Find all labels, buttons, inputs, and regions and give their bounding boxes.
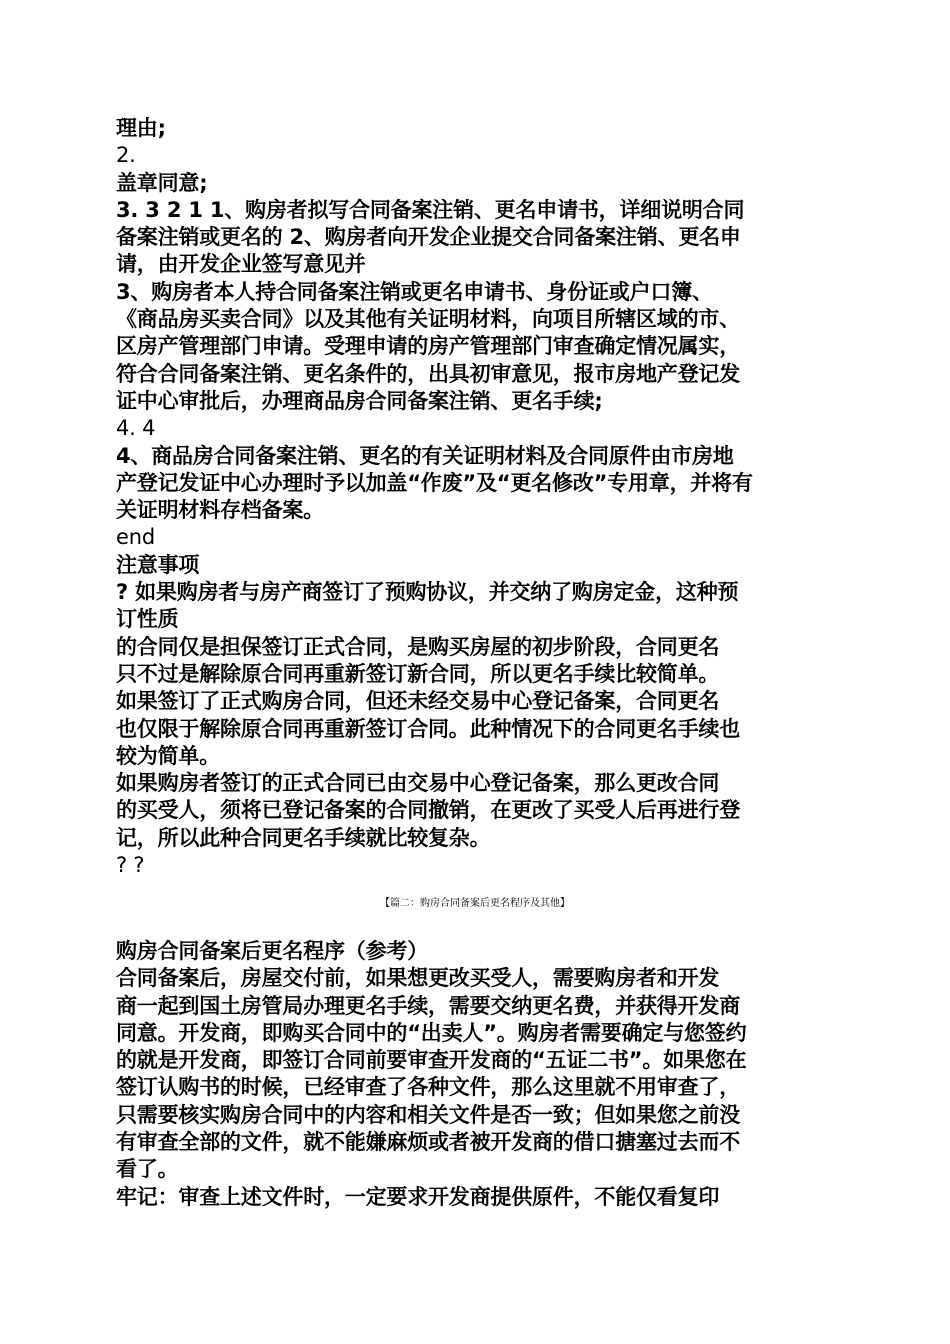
text-line: 备案注销或更名的 2、购房者向开发企业提交合同备案注销、更名申 (116, 225, 741, 250)
section-subtitle: 注意事项 (116, 552, 200, 577)
text-line: 2. (116, 143, 136, 168)
text-line: 的就是开发商，即签订合同前要审查开发商的“五证二书”。如果您在 (116, 1048, 747, 1073)
text-line: 4、商品房合同备案注销、更名的有关证明材料及合同原件由市房地 (116, 443, 734, 468)
text-line: 《商品房买卖合同》以及其他有关证明材料，向项目所辖区域的市、 (116, 307, 740, 332)
text-line: 4. 4 (116, 416, 156, 441)
text-line: 合同备案后，房屋交付前，如果想更改买受人，需要购房者和开发 (116, 966, 720, 991)
text-line: end (116, 525, 155, 550)
text-line: 区房产管理部门申请。受理申请的房产管理部门审查确定情况属实， (116, 334, 740, 359)
text-line: 记，所以此种合同更名手续就比较复杂。 (116, 825, 491, 850)
text-line: 产登记发证中心办理时予以加盖“作废”及“更名修改”专用章，并将有 (116, 470, 753, 495)
text-line: 如果签订了正式购房合同，但还未经交易中心登记备案，合同更名 (116, 689, 720, 714)
text-line: 3、购房者本人持合同备案注销或更名申请书、身份证或户口簿、 (116, 279, 713, 304)
section-heading: 【篇二：购房合同备案后更名程序及其他】 (380, 898, 570, 909)
text-line: 证中心审批后，办理商品房合同备案注销、更名手续; (116, 388, 603, 413)
text-line: 符合合同备案注销、更名条件的，出具初审意见，报市房地产登记发 (116, 361, 740, 386)
text-line: 如果购房者签订的正式合同已由交易中心登记备案，那么更改合同 (116, 771, 720, 796)
text-line: 理由; (116, 116, 166, 140)
text-line: 3. 3 2 1 1、购房者拟写合同备案注销、更名申请书，详细说明合同 (116, 197, 745, 222)
text-line: 的合同仅是担保签订正式合同，是购买房屋的初步阶段，合同更名 (116, 634, 720, 659)
text-line: 看了。 (116, 1157, 179, 1182)
text-line: 订性质 (116, 607, 179, 632)
text-line: 有审查全部的文件，就不能嫌麻烦或者被开发商的借口搪塞过去而不 (116, 1130, 740, 1155)
text-line: 牢记：审查上述文件时，一定要求开发商提供原件，不能仅看复印 (116, 1184, 720, 1209)
text-line: 同意。开发商，即购买合同中的“出卖人”。购房者需要确定与您签约 (116, 1020, 747, 1045)
section-subtitle: 购房合同备案后更名程序（参考） (116, 939, 428, 963)
text-line: 关证明材料存档备案。 (116, 498, 324, 523)
text-line: 也仅限于解除原合同再重新签订合同。此种情况下的合同更名手续也 (116, 716, 740, 741)
section-two-text (116, 938, 846, 1211)
section-one-text (116, 115, 846, 879)
text-line: 较为简单。 (116, 743, 220, 768)
text-line: 只需要核实购房合同中的内容和相关文件是否一致；但如果您之前没 (116, 1102, 740, 1127)
text-line: ? 如果购房者与房产商签订了预购协议，并交纳了购房定金，这种预 (116, 580, 739, 605)
text-line: 盖章同意; (116, 170, 208, 195)
text-line: 请，由开发企业签写意见并 (116, 252, 366, 277)
text-line: 商一起到国土房管局办理更名手续，需要交纳更名费，并获得开发商 (116, 993, 740, 1018)
text-line: 的买受人，须将已登记备案的合同撤销，在更改了买受人后再进行登 (116, 798, 740, 823)
text-line: 只不过是解除原合同再重新签订新合同，所以更名手续比较简单。 (116, 661, 720, 686)
text-line: 签订认购书的时候，已经审查了各种文件，那么这里就不用审查了， (116, 1075, 740, 1100)
text-line: ? ? (116, 853, 145, 878)
